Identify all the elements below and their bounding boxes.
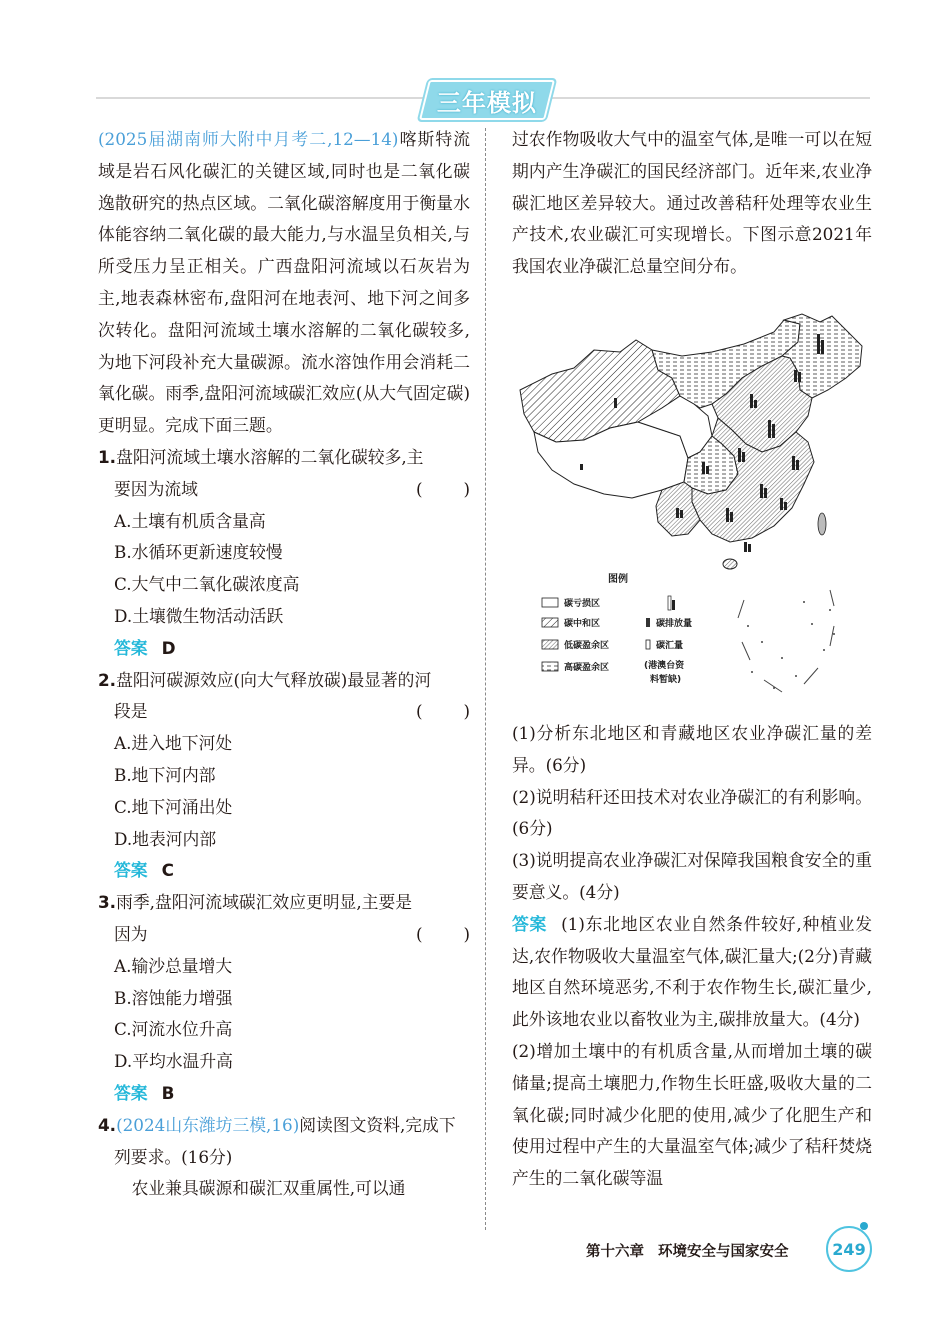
column-divider bbox=[485, 128, 486, 1230]
question-3 bbox=[98, 887, 470, 951]
page-footer bbox=[586, 1240, 789, 1261]
option-c: C.大气中二氧化碳浓度高 bbox=[114, 574, 300, 595]
answer-value: C bbox=[161, 860, 174, 881]
option-c: C.河流水位升高 bbox=[114, 1019, 233, 1040]
question-stem-cont: 段是 bbox=[114, 701, 148, 722]
question-stem: 阅读图文资料,完成下 bbox=[299, 1114, 456, 1135]
answer-value: B bbox=[161, 1082, 175, 1103]
page-dot bbox=[860, 1222, 868, 1230]
option-b: B.溶蚀能力增强 bbox=[114, 987, 233, 1008]
question-number: 1. bbox=[98, 446, 117, 467]
answer-blank: ( ) bbox=[416, 478, 470, 499]
right-column-lower bbox=[512, 718, 872, 1195]
material-cont: 过农作物吸收大气中的温室气体,是唯一可以在短期内产生净碳汇的国民经济部门。近年来,农业净碳汇地区差异较大。通过改善秸秆处理等农业生产技术,农业碳汇可实现增长。下图示意2021年我国农业净碳汇总量空间分布。 bbox=[512, 129, 872, 277]
legend-neutral: 碳中和区 bbox=[564, 619, 601, 629]
answer-part-1 bbox=[512, 909, 872, 1036]
question-stem-cont: 要因为流域 bbox=[114, 478, 198, 499]
answer-blank: ( ) bbox=[416, 701, 470, 722]
page-number-badge bbox=[826, 1226, 872, 1272]
material-start: 农业兼具碳源和碳汇双重属性,可以通 bbox=[131, 1178, 406, 1199]
legend-note-1: (港澳台资 bbox=[644, 661, 685, 671]
option-b: B.地下河内部 bbox=[114, 764, 216, 785]
question-stem: 盘阳河流域土壤水溶解的二氧化碳较多,主 bbox=[116, 446, 424, 467]
question-number: 2. bbox=[98, 669, 117, 690]
question-stem-cont: 因为 bbox=[114, 923, 148, 944]
option-a: A.进入地下河处 bbox=[114, 733, 233, 754]
region-taiwan bbox=[818, 513, 826, 535]
option-a: A.土壤有机质含量高 bbox=[114, 510, 266, 531]
legend-deficit: 碳亏损区 bbox=[564, 599, 601, 609]
intro-source: (2025届湖南师大附中月考二,12—14) bbox=[98, 129, 399, 149]
subquestion-3: (3)说明提高农业净碳汇对保障我国粮食安全的重要意义。(4分) bbox=[512, 850, 872, 902]
question-4 bbox=[98, 1110, 470, 1174]
header-badge-text: 三年模拟 bbox=[437, 88, 537, 117]
option-a: A.输沙总量增大 bbox=[114, 955, 233, 976]
question-number: 3. bbox=[98, 892, 117, 913]
question-source: (2024山东潍坊三模,16) bbox=[116, 1114, 300, 1135]
south-china-sea-islands bbox=[747, 601, 835, 689]
option-d: D.地表河内部 bbox=[114, 828, 217, 849]
option-c: C.地下河涌出处 bbox=[114, 796, 233, 817]
question-2 bbox=[98, 665, 470, 729]
footer-chapter: 第十六章 bbox=[586, 1244, 644, 1260]
question-number: 4. bbox=[98, 1114, 117, 1135]
answer-label: 答案 bbox=[512, 913, 548, 934]
legend-note-2: 料暂缺) bbox=[650, 675, 682, 685]
china-carbon-sink-map bbox=[512, 312, 874, 700]
right-column bbox=[512, 124, 872, 283]
answer-label: 答案 bbox=[114, 637, 148, 658]
option-d: D.平均水温升高 bbox=[114, 1051, 233, 1072]
region-hainan bbox=[723, 559, 737, 569]
answer-label: 答案 bbox=[114, 860, 148, 881]
question-stem-cont: 列要求。(16分) bbox=[114, 1146, 233, 1167]
intro-text: 喀斯特流域是岩石风化碳汇的关键区域,同时也是二氧化碳逸散研究的热点区域。二氧化碳溶解度用于衡量水体能容纳二氧化碳的最大能力,与水温呈负相关,与所受压力呈正相关。广西盘阳河流域以石灰岩为主,地表森林密布,盘阳河在地表河、地下河之间多次转化。盘阳河流域土壤水溶解的二氧化碳较多,为地下河段补充大量碳源。流水溶蚀作用会消耗二氧化碳。雨季,盘阳河流域碳汇效应(从大气固定碳)更明显。完成下面三题。 bbox=[98, 129, 470, 436]
question-stem: 雨季,盘阳河流域碳汇效应更明显,主要是 bbox=[116, 892, 413, 913]
answer-value: D bbox=[161, 637, 176, 658]
header-badge bbox=[419, 80, 555, 120]
answer-label: 答案 bbox=[114, 1082, 148, 1103]
legend-high-surplus: 高碳盈余区 bbox=[564, 663, 610, 673]
answer-text-1: (1)东北地区农业自然条件较好,种植业发达,农作物吸收大量温室气体,碳汇量大;(2分)青藏地区自然环境恶劣,不利于农作物生长,碳汇量少,此外该地农业以畜牧业为主,碳排放量大。(4分) bbox=[512, 913, 872, 1030]
option-b: B.水循环更新速度较慢 bbox=[114, 542, 283, 563]
legend-low-surplus: 低碳盈余区 bbox=[564, 641, 610, 651]
map-legend bbox=[542, 572, 692, 685]
answer-part-2: (2)增加土壤中的有机质含量,从而增加土壤的碳储量;提高土壤肥力,作物生长旺盛,吸收大量的二氧化碳;同时减少化肥的使用,减少了化肥生产和使用过程中产生的大量温室气体;减少了秸秆焚烧产生的二氧化碳等温 bbox=[512, 1040, 872, 1189]
answer-line bbox=[98, 1078, 470, 1110]
question-stem: 盘阳河碳源效应(向大气释放碳)最显著的河 bbox=[116, 669, 432, 690]
left-column bbox=[98, 124, 470, 1205]
footer-title: 环境安全与国家安全 bbox=[658, 1244, 789, 1260]
subquestion-2: (2)说明秸秆还田技术对农业净碳汇的有利影响。(6分) bbox=[512, 786, 872, 839]
subquestion-1: (1)分析东北地区和青藏地区农业净碳汇量的差异。(6分) bbox=[512, 723, 872, 775]
legend-sink: 碳汇量 bbox=[656, 641, 684, 651]
page-number: 249 bbox=[832, 1239, 866, 1259]
legend-title: 图例 bbox=[608, 574, 628, 585]
intro-paragraph bbox=[98, 124, 470, 442]
answer-line bbox=[98, 855, 470, 887]
answer-blank: ( ) bbox=[416, 923, 470, 944]
question-1 bbox=[98, 442, 470, 506]
option-d: D.土壤微生物活动活跃 bbox=[114, 605, 284, 626]
answer-line bbox=[98, 633, 470, 665]
legend-emission: 碳排放量 bbox=[656, 619, 693, 629]
nine-dash-line bbox=[738, 590, 834, 692]
